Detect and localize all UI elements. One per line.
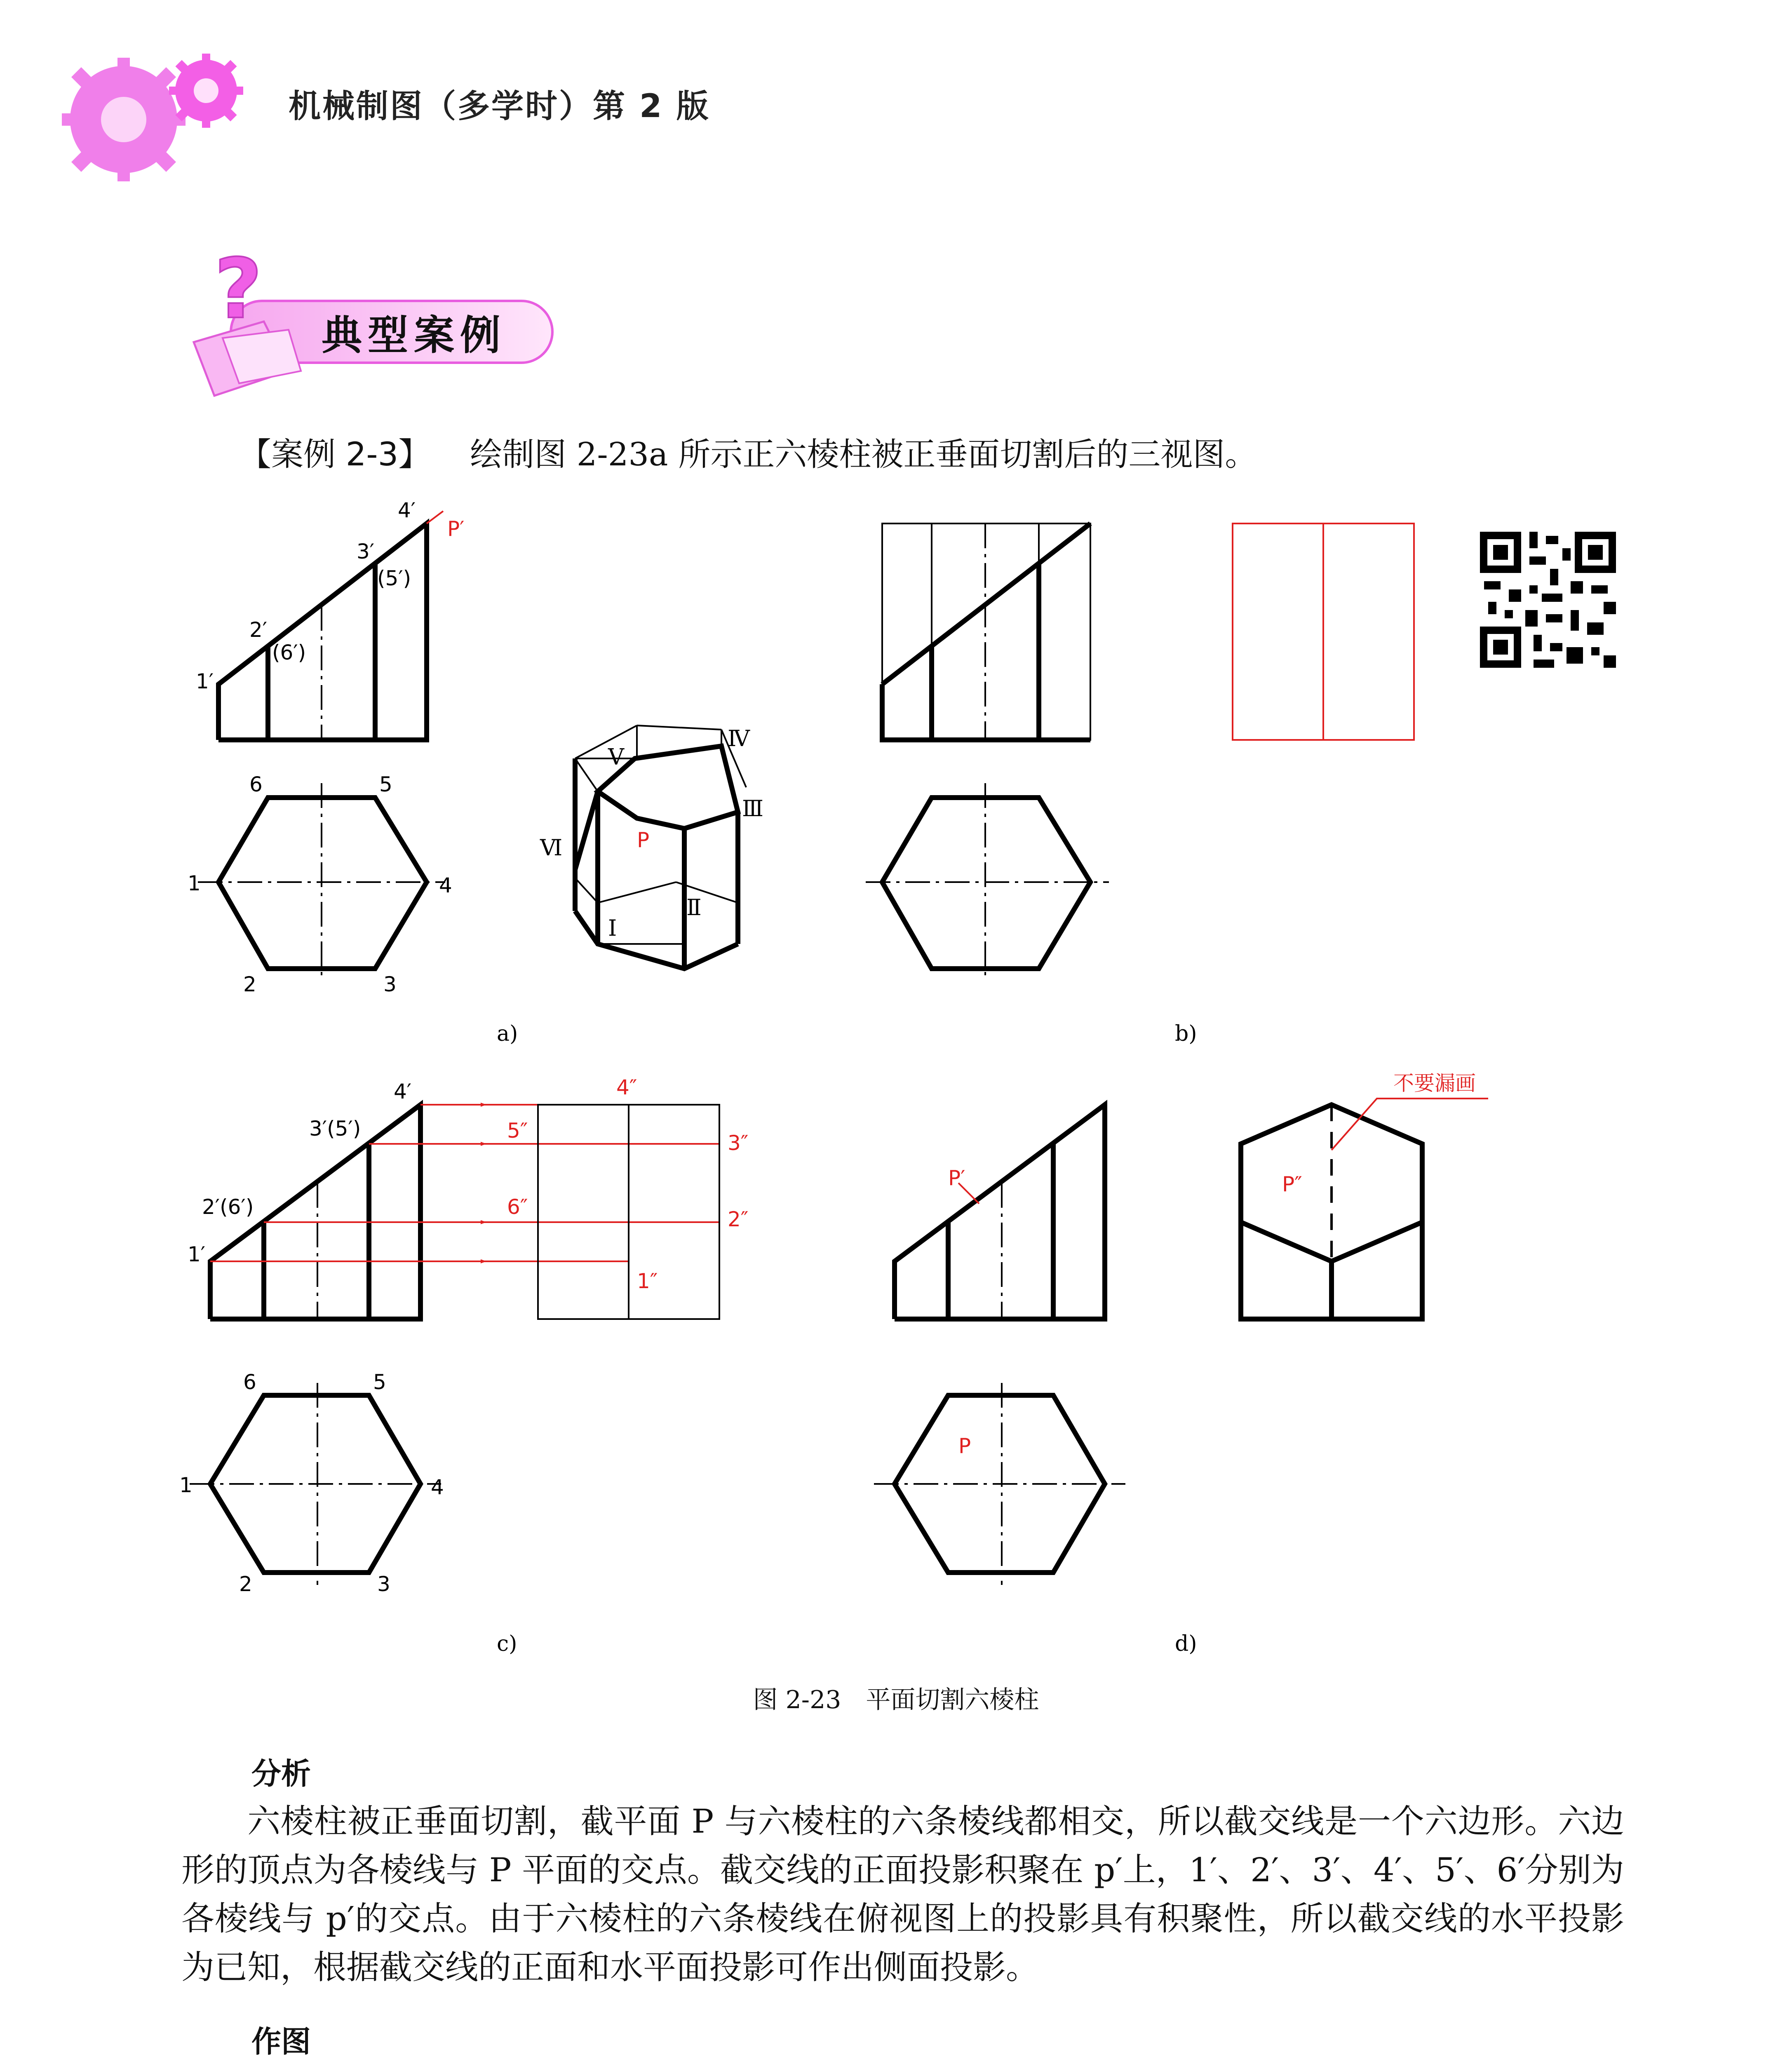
analysis-paragraph: 六棱柱被正垂面切割，截平面 P 与六棱柱的六条棱线都相交，所以截交线是一个六边形。六边形的顶点为各棱线与 P 平面的交点。截交线的正面投影积聚在 p′上，1′、2′、3′、4′、5′、6′分别为各棱线与 p′的交点。由于六棱柱的六条棱线在俯视图上的投影具有积聚性，所以截交线的水平投影为已知，根据截交线的正面和水平面投影可作出侧面投影。 [181,1802,1624,1986]
book-title: 机械制图（多学时）第 2 版 [289,88,710,125]
label-3-prime: 3′ [357,540,375,563]
analysis-heading: 分析 [251,1756,311,1791]
label-side-1: 1″ [637,1269,658,1293]
gear-icon-small [169,54,243,128]
figure-c-labels [179,1075,749,1596]
figure-caption: 图 2-23 平面切割六棱柱 [753,1685,1039,1714]
label-side-6: 6″ [507,1195,528,1219]
label-c-top-5: 5 [373,1370,386,1394]
figure-a-top-view [198,783,445,981]
label-top-6: 6 [249,772,263,796]
label-6-prime: (6′) [272,641,306,664]
figure-d-side-view [1241,1099,1488,1319]
label-c-top-1: 1 [179,1473,193,1497]
figure-d-front-view [895,1105,1105,1319]
gear-icon-large [62,58,186,181]
label-1-prime: 1′ [196,669,214,693]
label-roman-3: Ⅲ [742,796,764,822]
label-roman-2: Ⅱ [686,894,702,920]
figure-b-top-view [866,783,1109,981]
label-side-3: 3″ [728,1131,749,1155]
label-top-5: 5 [379,772,392,796]
label-p-prime: P′ [447,517,465,541]
label-2-prime: 2′ [249,618,268,642]
label-5-prime: (5′) [377,566,411,590]
label-c-top-6: 6 [243,1370,256,1394]
case-label: 【案例 2-3】 [239,436,431,473]
svg-text:?: ? [214,241,263,337]
sublabel-a: a) [497,1021,518,1046]
label-c-4: 4′ [394,1080,412,1103]
label-c-35: 3′(5′) [309,1117,361,1141]
figure-d-labels [948,1071,1476,1458]
figure-c-projection-lines [210,1105,719,1261]
label-side-2: 2″ [728,1207,749,1231]
label-d-p-double: P″ [1282,1172,1302,1196]
label-c-1: 1′ [188,1242,206,1266]
sublabel-d: d) [1175,1631,1197,1656]
label-top-2: 2 [243,972,256,996]
label-top-3: 3 [383,972,397,996]
figure-a-labels [188,498,763,996]
sublabel-c: c) [497,1631,517,1656]
label-side-5: 5″ [507,1119,528,1143]
figure-c-top-view [190,1383,441,1585]
label-top-1: 1 [188,871,201,895]
section-banner-title: 典型案例 [322,312,507,359]
figure-b-front-view [882,523,1090,740]
case-text: 绘制图 2-23a 所示正六棱柱被正垂面切割后的三视图。 [470,436,1257,473]
figure-d-top-view [874,1383,1125,1585]
qr-code [1476,528,1620,672]
label-iso-p: P [637,828,650,852]
label-c-top-2: 2 [239,1572,252,1596]
label-c-top-4: 4 [431,1475,444,1499]
label-c-26: 2′(6′) [202,1195,254,1219]
label-c-top-3: 3 [377,1572,390,1596]
label-4-prime: 4′ [398,498,416,522]
note-do-not-omit: 不要漏画 [1393,1071,1476,1095]
label-d-p-prime: P′ [948,1166,965,1190]
figure-a-isometric [575,725,746,969]
label-d-p: P [958,1434,971,1458]
label-side-4: 4″ [616,1075,637,1099]
figure-c-side-view [538,1105,719,1319]
drawing-heading: 作图 [251,2024,311,2059]
sublabel-b: b) [1175,1021,1197,1046]
label-roman-1: Ⅰ [608,915,617,941]
label-roman-4: Ⅳ [728,725,750,751]
label-top-4: 4 [439,873,452,897]
figure-b-side-view [1233,523,1414,740]
label-roman-5: Ⅴ [608,744,624,770]
label-roman-6: Ⅵ [540,835,563,861]
